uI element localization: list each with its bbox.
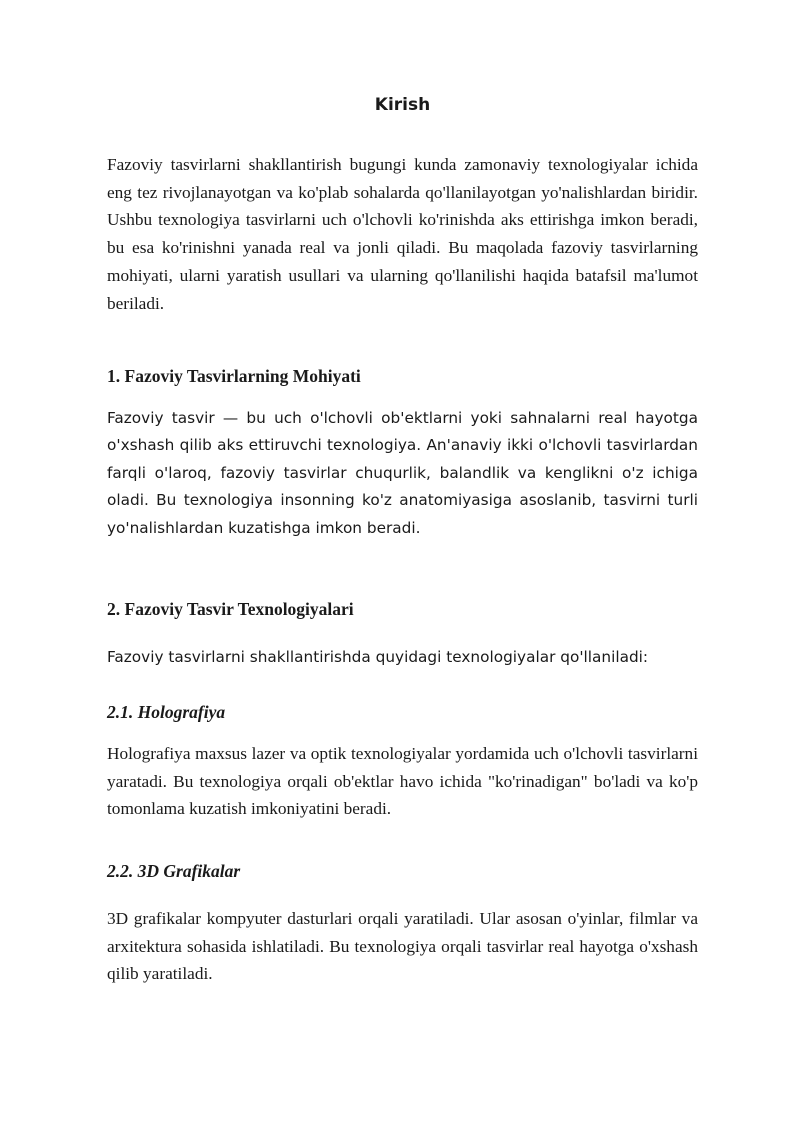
section-2-2-paragraph: 3D grafikalar kompyuter dasturlari orqali yaratiladi. Ular asosan o'yinlar, filmlar va arxitektura sohasida ishlatiladi. Bu texnologiya orqali tasvirlar real hayotga o'xshash qilib yaratiladi. [107,909,698,984]
section-2-1-heading: 2.1. Holografiya [107,702,226,722]
intro-paragraph: Fazoviy tasvirlarni shakllantirish bugungi kunda zamonaviy texnologiyalar ichida eng tez rivojlanayotgan va ko'plab sohalarda qo'llanilayotgan yo'nalishlardan biridir. Ushbu texnologiya tasvirlarni uch o'lchovli ko'rinishda aks ettirishga imkon beradi, bu esa ko'rinishni yanada real va jonli qiladi. Bu maqolada fazoviy tasvirlarning mohiyati, ularni yaratish usullari va ularning qo'llanilishi haqida batafsil ma'lumot beriladi. [107,155,698,313]
section-2-2-heading: 2.2. 3D Grafikalar [107,861,241,881]
section-2-heading: 2. Fazoviy Tasvir Texnologiyalari [107,599,354,619]
section-2-paragraph: Fazoviy tasvirlarni shakllantirishda quyidagi texnologiyalar qo'llaniladi: [107,648,649,666]
section-1-paragraph: Fazoviy tasvir — bu uch o'lchovli ob'ektlarni yoki sahnalarni real hayotga o'xshash qilib aks ettiruvchi texnologiya. An'anaviy ikki o'lchovli tasvirlardan farqli o'laroq, fazoviy tasvirlar chuqurlik, balandlik va kenglikni o'z ichiga oladi. Bu texnologiya insonning ko'z anatomiyasiga asoslanib, tasvirni turli yo'nalishlardan kuzatishga imkon beradi. [107,409,698,537]
section-2-1-paragraph: Holografiya maxsus lazer va optik texnologiyalar yordamida uch o'lchovli tasvirlarni yaratadi. Bu texnologiya orqali ob'ektlar havo ichida "ko'rinadigan" bo'ladi va ko'p tomonlama kuzatish imkoniyatini beradi. [107,744,698,819]
section-1-heading: 1. Fazoviy Tasvirlarning Mohiyati [107,366,361,386]
page-title: Kirish [374,95,431,115]
